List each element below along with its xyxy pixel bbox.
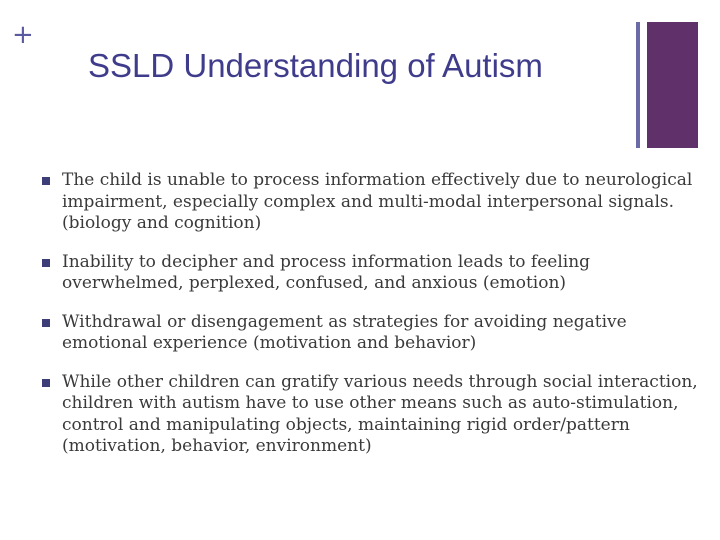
bullet-square-icon: [42, 379, 50, 387]
bullet-item: [40, 170, 700, 235]
bullet-square-icon: [42, 319, 50, 327]
bullet-text: While other children can gratify various needs through social interaction, children with autism have to use other means such as auto-stimulation, control and manipulating objects, maintaining rigid order/pattern (motivation, behavior, environment): [62, 371, 698, 456]
thick-accent-bar: [647, 22, 698, 148]
bullet-square-icon: [42, 177, 50, 185]
bullet-item: [40, 312, 700, 355]
thin-accent-bar: [636, 22, 640, 148]
bullet-text: Withdrawal or disengagement as strategies for avoiding negative emotional experience (motivation and behavior): [62, 311, 627, 353]
bullet-list: [40, 170, 700, 475]
bullet-square-icon: [42, 259, 50, 267]
bullet-text: Inability to decipher and process information leads to feeling overwhelmed, perplexed, confused, and anxious (emotion): [62, 251, 591, 293]
bullet-item: [40, 372, 700, 458]
slide-title: SSLD Understanding of Autism: [88, 47, 543, 84]
plus-icon: +: [12, 20, 34, 50]
bullet-text: The child is unable to process information effectively due to neurological impairment, especially complex and multi-modal interpersonal signals. (biology and cognition): [62, 170, 693, 233]
bullet-item: [40, 252, 700, 295]
